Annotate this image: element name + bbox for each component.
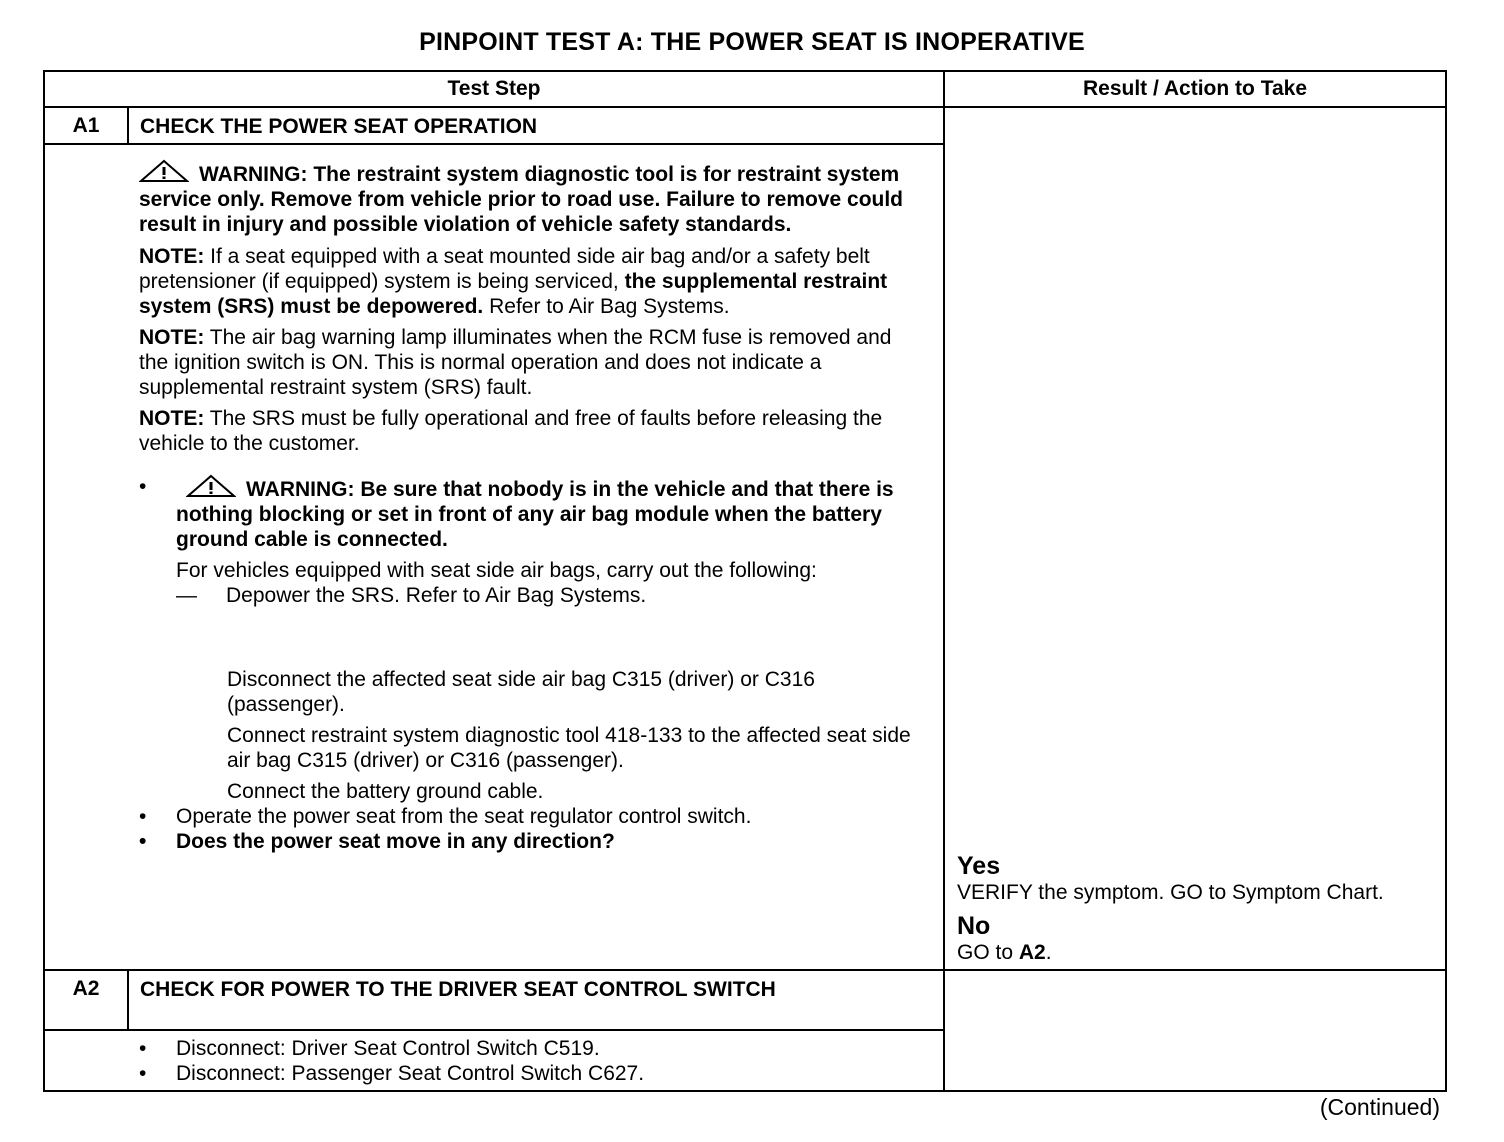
list-item-disconnect-driver: • Disconnect: Driver Seat Control Switch C519. bbox=[139, 1037, 600, 1060]
yes-label: Yes bbox=[957, 852, 1001, 880]
warning-triangle-icon bbox=[139, 159, 189, 183]
table-header-row bbox=[44, 71, 1446, 107]
warning-triangle-icon bbox=[186, 474, 236, 498]
step-a2-body bbox=[128, 1030, 944, 1091]
go-to-a2-link[interactable]: A2 bbox=[1018, 941, 1046, 964]
result-cell-a2 bbox=[944, 970, 1446, 1091]
test-step-header: Test Step bbox=[44, 71, 944, 107]
list-item-depower: — Depower the SRS. Refer to Air Bag Systems. bbox=[176, 584, 647, 607]
warning-nobody-in-vehicle: WARNING: Be sure that nobody is in the vehicle and that there is nothing blocking or set in front of any air bag module when the battery ground cable is connected. bbox=[176, 474, 923, 552]
result-header: Result / Action to Take bbox=[944, 71, 1446, 107]
list-item-operate-seat: • Operate the power seat from the seat regulator control switch. bbox=[139, 805, 752, 828]
step-a2-title-row bbox=[44, 970, 1446, 1030]
continued-label: (Continued) bbox=[1319, 1094, 1440, 1120]
list-item-question: • Does the power seat move in any direction? bbox=[139, 830, 615, 853]
substep-connect-battery: Connect the battery ground cable. bbox=[227, 780, 544, 803]
note-srs-operational: NOTE: The SRS must be fully operational and free of faults before releasing the vehicle to the customer. bbox=[139, 407, 883, 455]
list-item-airbag-warning: • WARNING: Be sure that nobody is in the vehicle and that there is nothing blocking or set in front of any air bag module when the battery ground cable is connected. For vehicles equipped with seat side air bags, carry out the following: — Depower the SRS. Refer to Air Bag Systems. bbox=[139, 474, 923, 608]
step-id-a2: A2 bbox=[44, 970, 128, 1030]
result-cell-a1 bbox=[944, 107, 1446, 970]
step-a2-id-spacer bbox=[44, 1030, 128, 1091]
step-title-a1: CHECK THE POWER SEAT OPERATION bbox=[128, 107, 944, 144]
substep-disconnect-airbag: Disconnect the affected seat side air bag C315 (driver) or C316 (passenger). bbox=[227, 668, 815, 716]
step-title-a2: CHECK FOR POWER TO THE DRIVER SEAT CONTROL SWITCH bbox=[128, 970, 944, 1030]
substep-connect-tool: Connect restraint system diagnostic tool 418-133 to the affected seat side air bag C315 (driver) or C316 (passenger). bbox=[227, 724, 911, 772]
note-seat-side-airbag: NOTE: If a seat equipped with a seat mounted side air bag and/or a safety belt pretensioner (if equipped) system is being serviced, the supplemental restraint system (SRS) must be depowered. Refer to Air Bag Systems. bbox=[139, 245, 888, 318]
page-title: PINPOINT TEST A: THE POWER SEAT IS INOPERATIVE bbox=[419, 28, 1085, 56]
yes-action: VERIFY the symptom. GO to Symptom Chart. bbox=[957, 881, 1384, 904]
step-a1-id-spacer bbox=[44, 144, 128, 970]
note-warning-lamp: NOTE: The air bag warning lamp illuminates when the RCM fuse is removed and the ignition switch is ON. This is normal operation and does not indicate a supplemental restraint system (SRS) fault. bbox=[139, 326, 892, 399]
step-id-a1: A1 bbox=[44, 107, 128, 144]
step-a1-title-row bbox=[44, 107, 1446, 144]
no-label: No bbox=[957, 912, 991, 940]
list-item-disconnect-passenger: • Disconnect: Passenger Seat Control Switch C627. bbox=[139, 1062, 645, 1085]
seat-side-airbag-instruction: For vehicles equipped with seat side air bags, carry out the following: bbox=[176, 559, 817, 582]
no-action: GO to A2. bbox=[957, 941, 1052, 964]
step-a1-body bbox=[128, 144, 944, 970]
warning-restraint-tool: WARNING: The restraint system diagnostic tool is for restraint system service only. Remove from vehicle prior to road use. Failure to remove could result in injury and possible violation of vehicle safety standards. bbox=[139, 159, 923, 237]
pinpoint-test-table bbox=[43, 70, 1447, 1092]
